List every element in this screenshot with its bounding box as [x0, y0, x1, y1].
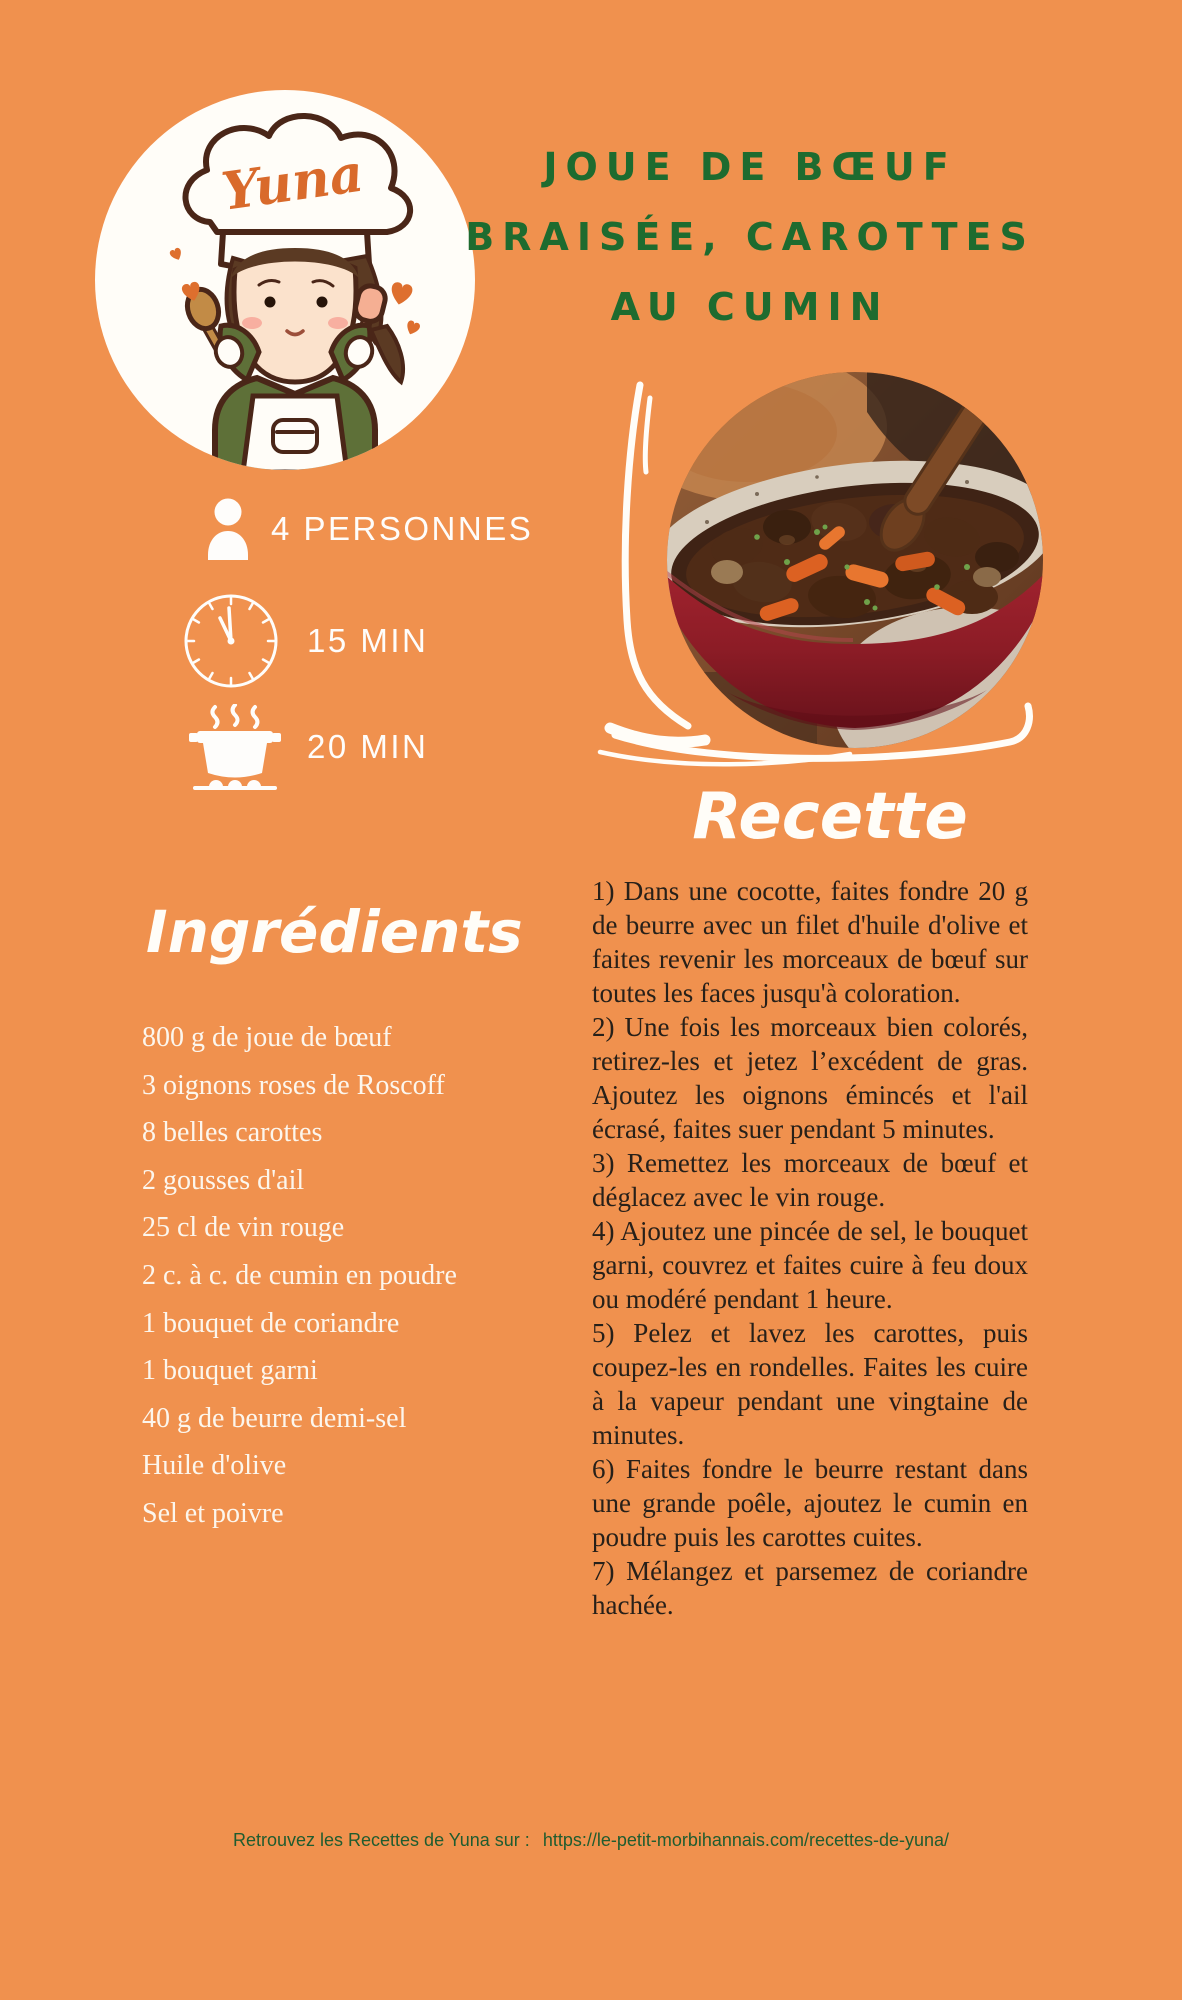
cook-time-row [189, 704, 428, 790]
ingredients-section-heading: Ingrédients [146, 898, 523, 966]
ingredient-item: 2 gousses d'ail [142, 1164, 305, 1196]
recipe-step: 5) Pelez et lavez les carottes, puis coupez-les en rondelles. Faites les cuire à la vapeur pendant une vingtaine de minutes. [592, 1318, 1028, 1450]
recipe-title-line: AU CUMIN [610, 285, 890, 329]
recipe-step: 4) Ajoutez une pincée de sel, le bouquet garni, couvrez et faites cuire à feu doux ou modéré pendant 1 heure. [592, 1216, 1028, 1314]
pot-icon [189, 704, 281, 790]
recipe-step: 7) Mélangez et parsemez de coriandre hachée. [592, 1556, 1028, 1620]
person-icon [205, 498, 251, 560]
ingredient-item: 8 belles carottes [142, 1117, 323, 1149]
ingredient-item: Sel et poivre [142, 1497, 284, 1529]
recipe-step: 3) Remettez les morceaux de bœuf et déglacez avec le vin rouge. [592, 1148, 1028, 1212]
recipe-title-line: JOUE DE BŒUF [543, 145, 957, 189]
ingredients-list [142, 1014, 476, 1538]
recipe-step: 2) Une fois les morceaux bien colorés, retirez-les et jetez l’excédent de gras. Ajoutez les oignons émincés et l'ail écrasé, faites suer pendant 5 minutes. [592, 1012, 1028, 1144]
ingredient-item: 1 bouquet de coriandre [142, 1307, 400, 1339]
cook-time-label: 20 MIN [307, 728, 429, 765]
recipe-steps [592, 874, 1028, 1622]
footer [6, 1830, 1176, 1851]
logo-brand-text: Yuna [218, 142, 368, 223]
footer-label: Retrouvez les Recettes de Yuna sur : [232, 1830, 530, 1850]
stew-photo-illustration [667, 372, 1043, 748]
recipe-title [460, 132, 1040, 342]
ingredient-item: 25 cl de vin rouge [142, 1212, 345, 1244]
recipe-step: 1) Dans une cocotte, faites fondre 20 g de beurre avec un filet d'huile d'olive et faites revenir les morceaux de bœuf sur toutes les faces jusqu'à coloration. [592, 876, 1028, 1008]
prep-time-label: 15 MIN [307, 622, 429, 659]
chef-girl-icon [95, 90, 475, 470]
ingredient-item: 800 g de joue de bœuf [142, 1022, 392, 1053]
recipe-step: 6) Faites fondre le beurre restant dans une grande poêle, ajoutez le cumin en poudre puis les carottes cuites. [592, 1454, 1028, 1552]
recipe-section-heading: Recette [692, 780, 968, 854]
ingredient-item: 1 bouquet garni [142, 1355, 318, 1387]
ingredient-item: 2 c. à c. de cumin en poudre [142, 1259, 457, 1291]
servings-label: 4 PERSONNES [271, 510, 534, 547]
recipe-title-line: BRAISÉE, CAROTTES [465, 215, 1035, 259]
clock-icon [182, 592, 280, 690]
ingredient-item: 40 g de beurre demi-sel [142, 1402, 407, 1434]
prep-time-row [182, 592, 428, 690]
dish-photo [667, 372, 1043, 748]
logo-badge [95, 90, 475, 470]
servings-row [205, 498, 533, 560]
footer-link[interactable]: https://le-petit-morbihannais.com/recettes-de-yuna/ [542, 1830, 950, 1850]
ingredient-item: Huile d'olive [142, 1450, 287, 1482]
ingredient-item: 3 oignons roses de Roscoff [142, 1069, 445, 1101]
